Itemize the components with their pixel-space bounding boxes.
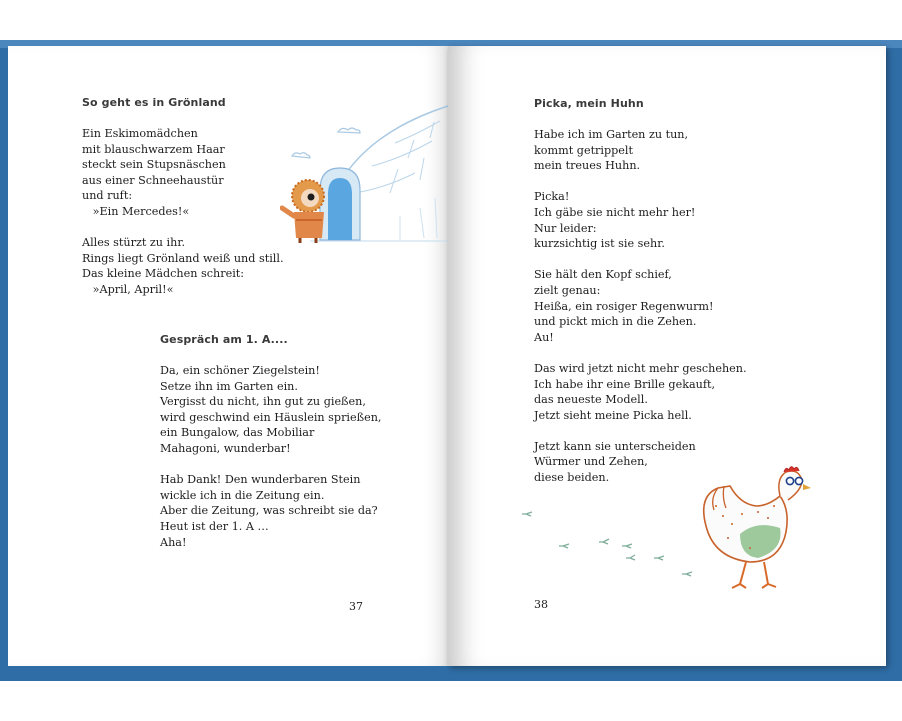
- poem-line: ein Bungalow, das Mobiliar: [160, 426, 315, 440]
- poem-line: Ein Eskimomädchen: [82, 127, 198, 140]
- poem-line: steckt sein Stupsnäschen: [82, 158, 226, 172]
- poem-line: wird geschwind ein Häuslein sprießen,: [160, 410, 382, 424]
- poem-line: Jetzt kann sie unterscheiden: [534, 439, 696, 453]
- poem-line: Aha!: [160, 535, 187, 549]
- page-number-right: 38: [534, 598, 548, 611]
- poem-body-groenland: [82, 126, 284, 298]
- poem-line: Aber die Zeitung, was schreibt sie da?: [160, 504, 378, 518]
- page-number-left: 37: [349, 600, 363, 613]
- poem-line: Au!: [534, 330, 554, 344]
- poem-line: wickle ich in die Zeitung ein.: [160, 488, 325, 502]
- poem-line: mein treues Huhn.: [534, 159, 641, 173]
- poem-line: zielt genau:: [534, 283, 601, 297]
- poem-line: [534, 345, 747, 361]
- chicken-illustration: [518, 466, 818, 596]
- poem-line: Rings liegt Grönland weiß und still.: [82, 251, 284, 265]
- poem-title-gespraech: Gespräch am 1. A....: [160, 333, 288, 346]
- poem-line: Hab Dank! Den wunderbaren Stein: [160, 473, 361, 487]
- poem-line: »Ein Mercedes!«: [82, 204, 190, 218]
- poem-line: »April, April!«: [82, 282, 174, 296]
- poem-line: Heut ist der 1. A …: [160, 519, 269, 533]
- poem-line: [534, 423, 747, 439]
- poem-line: aus einer Schneehaustür: [82, 173, 224, 187]
- poem-line: Habe ich im Garten zu tun,: [534, 128, 689, 141]
- poem-line: [82, 220, 284, 236]
- poem-line: Picka!: [534, 190, 570, 204]
- poem-line: und pickt mich in die Zehen.: [534, 315, 697, 329]
- poem-title-groenland: So geht es in Grönland: [82, 96, 226, 109]
- left-page: [8, 46, 448, 666]
- poem-line: Ich habe ihr eine Brille gekauft,: [534, 377, 716, 391]
- poem-line: Das wird jetzt nicht mehr geschehen.: [534, 361, 747, 375]
- poem-line: Vergisst du nicht, ihn gut zu gießen,: [160, 395, 366, 409]
- eskimo-igloo-illustration: [280, 98, 450, 248]
- poem-line: Da, ein schöner Ziegelstein!: [160, 364, 320, 377]
- poem-body-picka: [534, 127, 747, 486]
- poem-line: kommt getrippelt: [534, 143, 634, 157]
- poem-line: kurzsichtig ist sie sehr.: [534, 237, 665, 251]
- poem-line: Würmer und Zehen,: [534, 455, 648, 469]
- poem-line: Alles stürzt zu ihr.: [82, 236, 186, 250]
- poem-line: Setze ihn im Garten ein.: [160, 379, 298, 393]
- poem-line: Heißa, ein rosiger Regenwurm!: [534, 299, 714, 313]
- poem-line: [160, 457, 381, 473]
- poem-line: [534, 252, 747, 268]
- poem-line: Jetzt sieht meine Picka hell.: [534, 408, 692, 422]
- poem-line: Mahagoni, wunderbar!: [160, 441, 291, 455]
- poem-title-picka: Picka, mein Huhn: [534, 97, 644, 110]
- right-page: [448, 46, 886, 666]
- poem-line: Ich gäbe sie nicht mehr her!: [534, 205, 696, 219]
- poem-body-gespraech: [160, 363, 381, 550]
- poem-line: [534, 174, 747, 190]
- poem-line: und ruft:: [82, 189, 133, 203]
- poem-line: das neueste Modell.: [534, 393, 648, 407]
- poem-line: Nur leider:: [534, 221, 597, 235]
- poem-line: Das kleine Mädchen schreit:: [82, 267, 245, 281]
- poem-line: mit blauschwarzem Haar: [82, 142, 225, 156]
- poem-line: diese beiden.: [534, 471, 610, 485]
- poem-line: Sie hält den Kopf schief,: [534, 268, 672, 282]
